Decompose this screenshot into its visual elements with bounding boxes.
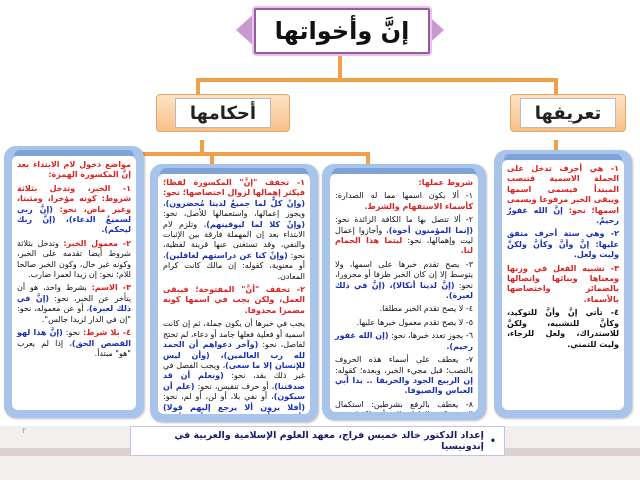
connector-title-down (338, 54, 342, 80)
rulings-header-label: أحكامها (175, 98, 271, 128)
lam-heading: مواضع دخول لام الابتداء بعد إنَّ المكسورة الهمزة: (17, 160, 131, 180)
condition-2: ٢- ألا تتصل بها ما الكافة الزائدة نحو: (إنما المؤمنون أخوة)، وأجازوا إعمال ليت وإهمالها، نحو: ليتما هذا الحمام لنا. (335, 215, 474, 256)
lam-point-2: ٢- معمول الخبر: وتدخل بثلاثة شروط أيضا تقدمه على الخبر، وكونه غير حال، وكون الخبر صالحا للام؛ نحو: إن زيدا لعمرا ضارب. (17, 238, 132, 280)
lam-point-4: ٤- بلا شرط: نحو: (إنَّ هذا لهو القصص الحق)، إذا لم يعرب "هو" مبتدأ. (17, 328, 131, 358)
lam-point-3: ٣- الاسم: بشرط واحد، هو أن يتأخر عن الخبر، نحو: (إنَّ في ذلك لعبرة)، أو عن معموله، نحو: "إن في الدار لزيدا جالس". (17, 283, 132, 324)
condition-1: ١- ألا يكون اسمها مما له الصدارة: كأسماء الاستفهام والشرط. (335, 191, 473, 211)
definition-point-4: ٤- تأتي إنَّ وأنَّ للتوكيد، وكأنَّ للتشبيه، ولكنَّ للاستدراك، ولعل للرجاء، وليت للتمني. (507, 308, 619, 349)
definition-header (510, 94, 626, 132)
lam-card (4, 146, 144, 418)
footer-caption (130, 426, 505, 456)
footer-caption-text: إعداد الدكتور خالد خميس فراج، معهد العلوم الإسلامية والعربية في إندونيسيا (174, 430, 484, 452)
definition-point-1: ١- هي أحرف تدخل على الجملة الاسمية فتنصب المبتدأ فيسمى اسمها ويبقى الخبر مرفوعا ويسمى اسمها؛ نحو: إنَّ الله غفورٌ رحيمٌ. (507, 164, 619, 226)
definition-card-body (502, 160, 624, 410)
definition-header-label: تعريفها (520, 98, 616, 128)
conditions-heading: شروط عملها: (418, 178, 473, 187)
lam-card-body (12, 156, 136, 410)
rulings-header (156, 94, 290, 132)
condition-5: ٥- لا يصح تقدم معمول خبرها عليها. (356, 317, 473, 327)
takhfif-card (150, 164, 318, 422)
condition-3: ٣- يصح تقدم خبرها على اسمها، ولا يتوسط إلا إن كان الخبر ظرفا أو مجرورا، نحو: (إنَّ لدينا أنكالا)، (إنَّ في ذلك لعبرة). (335, 259, 473, 301)
takhfif-point-3: يجب في خبرها أن يكون جملة، ثم إن كانت اسمية أو فعلية فعلها جامد أو دعاء، لم تحتج لفاصل، نحو: (وآخر دعواهم أن الحمد لله رب العالمين)، (وأن ليس للإنسان إلا ما سعى)، ويجب الفصل في غير ذلك بقد، نحو: (ونعلم أن قد صدقتنا)، أو حرف تنفيس، نحو: (علم أن سيكون)، أو نفي بلا، أو لن، أو لم، نحو: (أفلا يرون ألا يرجع إليهم قولا) (163, 319, 306, 412)
title-node (236, 6, 444, 54)
takhfif-point-2: ٢- تخفف "أنَّ" المفتوحة؛ فيبقى العمل، ولكن يجب في اسمها كونه مضمرا محذوفا. (163, 285, 305, 315)
takhfif-point-1: ١- تخفف "إنَّ" المكسورة لفظا؛ فيكثر إهمالها لزوال اختصاصها؛ نحو: (وإنْ كلٌّ لما جميعٌ لدينا مُحضرون)، ويجوز إعمالها، واستعمالها للأصل، نحو: (وإنْ كلا لما ليوفينهم)، وتلزم لام الابتداء بعد إن المهملة فارقة بين الإثبات والنفي، وقد تستغنى عنها قرينة لفظية، نحو: (وإنْ كنا عن دراستهم لغافلين)، أو معنوية، كقوله: إن مالك كانت كرام المعادن. (163, 178, 305, 281)
conditions-card (322, 164, 486, 420)
page-title: إنَّ وأخواتها (254, 8, 430, 54)
condition-7: ٧- يعطف على أسماء هذه الحروف بالنصب؛ قبل مجيء الخبر، وبعده؛ كقوله: إن الربيع الجود والخريفا .. يدا أبي العباس والصيوفا. (335, 355, 473, 396)
lam-point-1: ١- الخبر، وتدخل بثلاثة شروط: كونه مؤخرا، ومثبتا، وغير ماض، نحو: (إنَّ ربي لسميعُ الدعاء)، (إنَّ ربك ليحكم). (17, 183, 131, 235)
takhfif-card-body (158, 174, 310, 414)
condition-8: ٨- يعطف بالرفع بشرطين: استكمال (335, 399, 473, 409)
page-number: ٢ (22, 426, 27, 435)
definition-point-2: ٢- وهي ستة أحرف متفق عليها: إنَّ وأنَّ وكأنَّ ولكنَّ وليت ولعل. (507, 229, 619, 260)
condition-6: ٦- يجوز تعدد خبرها، نحو: (إن الله غفور رحيم). (335, 331, 473, 351)
definition-point-3: ٣- تشبيه الفعل في وزنها ومعناها وبنائها واتصالها بالضمائر واختصاصها بالأسماء. (507, 263, 619, 304)
bullet-icon: • (489, 435, 496, 447)
condition-4: ٤- لا يصح تقدم الخبر مطلقا. (379, 304, 473, 314)
connector-right-down (554, 78, 558, 94)
connector-horizontal (196, 78, 558, 82)
conditions-card-body (330, 174, 478, 412)
definition-card (494, 150, 632, 418)
